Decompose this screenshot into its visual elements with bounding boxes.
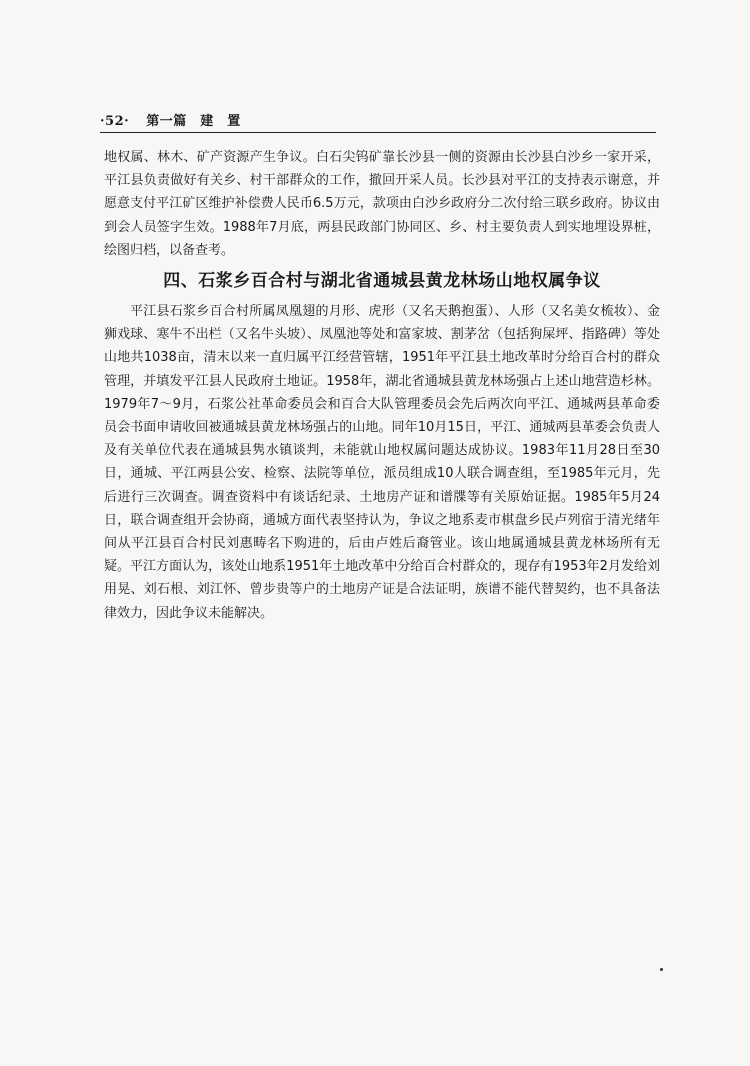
running-header <box>100 110 660 129</box>
continued-paragraph: 地权属、林木、矿产资源产生争议。白石尖钨矿靠长沙县一侧的资源由长沙县白沙乡一家开采，平江县负责做好有关乡、村干部群众的工作，撤回开采人员。长沙县对平江的支持表示谢意，并愿意支付平江矿区维护补偿费人民币6.5万元，款项由白沙乡政府分二次付给三联乡政府。协议由到会人员签字生效。1988年7月底，两县民政部门协同区、乡、村主要负责人到实地埋设界桩，绘图归档，以备查考。 <box>104 150 660 258</box>
body-text <box>104 146 660 625</box>
page-number: ·52· <box>100 114 130 129</box>
section-heading: 四、石浆乡百合村与湖北省通城县黄龙林场山地权属争议 <box>163 271 601 292</box>
header-rule <box>100 132 656 133</box>
section-paragraph: 平江县石浆乡百合村所属凤凰翅的月形、虎形（又名天鹅抱蛋）、人形（又名美女梳妆）、金狮戏球、寒牛不出栏（又名牛头坡）、凤凰池等处和富家坡、割茅岔（包括狗屎坪、指路碑）等处山地共1038亩，清末以来一直归属平江经营管辖，1951年平江县土地改革时分给百合村的群众管理，并填发平江县人民政府土地证。1958年，湖北省通城县黄龙林场强占上述山地营造杉林。1979年7～9月，石浆公社革命委员会和百合大队管理委员会先后两次向平江、通城两县革命委员会书面申请收回被通城县黄龙林场强占的山地。同年10月15日，平江、通城两县革委会负责人及有关单位代表在通城县隽水镇谈判，未能就山地权属问题达成协议。1983年11月28日至30日，通城、平江两县公安、检察、法院等单位，派员组成10人联合调查组，至1985年元月，先后进行三次调查。调查资料中有谈话纪录、土地房产证和谱牒等有关原始证据。1985年5月24日，联合调查组开会协商，通城方面代表坚持认为，争议之地系麦市棋盘乡民卢列宿于清光绪年间从平江县百合村民刘惠畴名下购进的，后由卢姓后裔管业。该山地属通城县黄龙林场所有无疑。平江方面认为，该处山地系1951年土地改革中分给百合村群众的，现存有1953年2月发给刘用晃、刘石根、刘江怀、曾步贵等户的土地房产证是合法证明，族谱不能代替契约，也不具备法律效力，因此争议未能解决。 <box>104 304 660 621</box>
scan-speck <box>660 968 663 971</box>
part-title: 第一篇 建 置 <box>146 114 241 129</box>
